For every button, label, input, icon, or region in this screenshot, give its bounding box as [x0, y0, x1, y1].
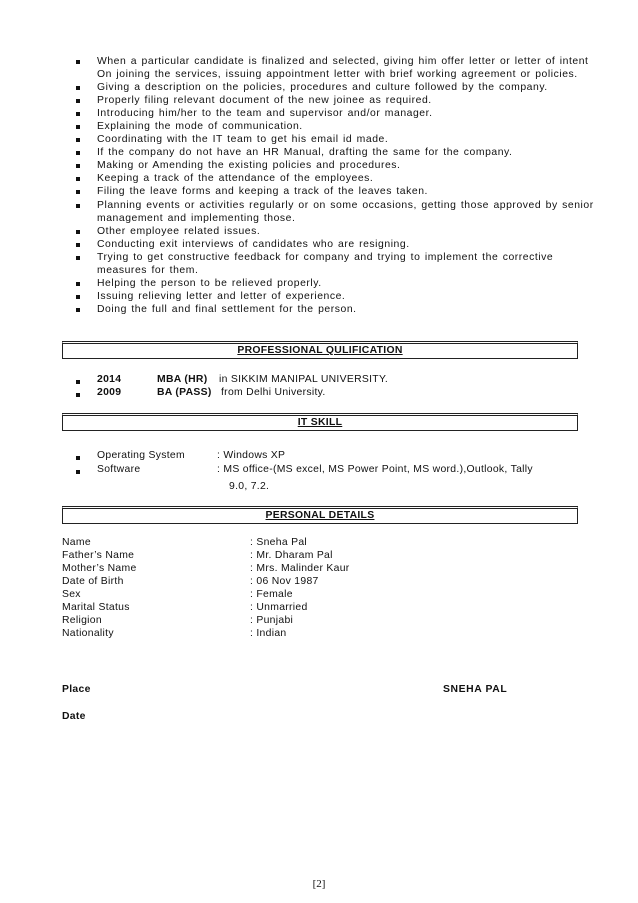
bullet-icon	[76, 380, 80, 384]
list-item: Conducting exit interviews of candidates who are resigning.	[75, 238, 595, 251]
detail-value: : Punjabi	[250, 615, 294, 626]
list-item: Filing the leave forms and keeping a track of the leaves taken.	[75, 185, 595, 198]
bullet-icon	[76, 470, 80, 474]
bullet-icon	[76, 393, 80, 397]
bullet-icon	[76, 60, 80, 64]
list-item: Planning events or activities regularly or on some occasions, getting those approved by senior management and implementing those.	[75, 199, 595, 225]
bullet-icon	[76, 256, 80, 260]
qualification-year: 2009	[97, 387, 122, 398]
list-item: When a particular candidate is finalized and selected, giving him offer letter or letter of intent On joining the services, issuing appointment letter with brief working agreement or policies.	[75, 55, 595, 81]
page-number: [2]	[312, 878, 326, 890]
list-item: Introducing him/her to the team and supervisor and/or manager.	[75, 107, 595, 120]
qualification-detail: from Delhi University.	[221, 387, 326, 398]
bullet-icon	[76, 295, 80, 299]
detail-value: : Female	[250, 589, 293, 600]
detail-value: : Unmarried	[250, 602, 308, 613]
detail-value: : Sneha Pal	[250, 537, 308, 548]
it-skill-heading: IT SKILL	[62, 413, 578, 431]
list-item: If the company do not have an HR Manual, drafting the same for the company.	[75, 146, 595, 159]
bullet-icon	[76, 138, 80, 142]
bullet-icon	[76, 125, 80, 129]
place-label: Place	[62, 684, 91, 695]
bullet-icon	[76, 308, 80, 312]
it-skill-label: Software	[97, 464, 141, 475]
bullet-icon	[76, 190, 80, 194]
detail-value: : Indian	[250, 628, 287, 639]
qualification-degree: MBA (HR)	[157, 374, 208, 385]
bullet-icon	[76, 86, 80, 90]
detail-value: : 06 Nov 1987	[250, 576, 319, 587]
list-item: Trying to get constructive feedback for company and trying to implement the corrective measures for them.	[75, 251, 595, 277]
signature-name: SNEHA PAL	[443, 684, 508, 695]
list-item: Helping the person to be relieved properly.	[75, 277, 595, 290]
personal-details-heading: PERSONAL DETAILS	[62, 506, 578, 524]
list-item: Giving a description on the policies, procedures and culture followed by the company.	[75, 81, 595, 94]
list-item: Explaining the mode of communication.	[75, 120, 595, 133]
bullet-icon	[76, 282, 80, 286]
detail-label: Mother’s Name	[62, 563, 137, 574]
bullet-icon	[76, 151, 80, 155]
detail-value: : Mrs. Malinder Kaur	[250, 563, 350, 574]
detail-label: Religion	[62, 615, 102, 626]
bullet-icon	[76, 456, 80, 460]
bullet-icon	[76, 164, 80, 168]
it-skill-label: Operating System	[97, 450, 185, 461]
it-skill-value: : Windows XP	[217, 450, 286, 461]
qualification-heading: PROFESSIONAL QULIFICATION	[62, 341, 578, 359]
qualification-detail: in SIKKIM MANIPAL UNIVERSITY.	[219, 374, 389, 385]
list-item: Issuing relieving letter and letter of experience.	[75, 290, 595, 303]
list-item: Properly filing relevant document of the new joinee as required.	[75, 94, 595, 107]
qualification-degree: BA (PASS)	[157, 387, 212, 398]
it-skill-value: : MS office-(MS excel, MS Power Point, MS word.),Outlook, Tally	[217, 464, 533, 475]
list-item: Making or Amending the existing policies and procedures.	[75, 159, 595, 172]
detail-label: Nationality	[62, 628, 114, 639]
bullet-icon	[76, 177, 80, 181]
bullet-icon	[76, 230, 80, 234]
list-item: Other employee related issues.	[75, 225, 595, 238]
bullet-icon	[76, 112, 80, 116]
detail-label: Father’s Name	[62, 550, 135, 561]
detail-value: : Mr. Dharam Pal	[250, 550, 333, 561]
it-skill-value-cont: 9.0, 7.2.	[229, 481, 270, 492]
detail-label: Date of Birth	[62, 576, 124, 587]
detail-label: Name	[62, 537, 91, 548]
bullet-icon	[76, 99, 80, 103]
list-item: Coordinating with the IT team to get his email id made.	[75, 133, 595, 146]
list-item: Keeping a track of the attendance of the employees.	[75, 172, 595, 185]
duties-list	[75, 55, 595, 316]
detail-label: Marital Status	[62, 602, 130, 613]
list-item: Doing the full and final settlement for the person.	[75, 303, 595, 316]
detail-label: Sex	[62, 589, 81, 600]
bullet-icon	[76, 243, 80, 247]
date-label: Date	[62, 711, 86, 722]
qualification-year: 2014	[97, 374, 122, 385]
bullet-icon	[76, 204, 80, 208]
